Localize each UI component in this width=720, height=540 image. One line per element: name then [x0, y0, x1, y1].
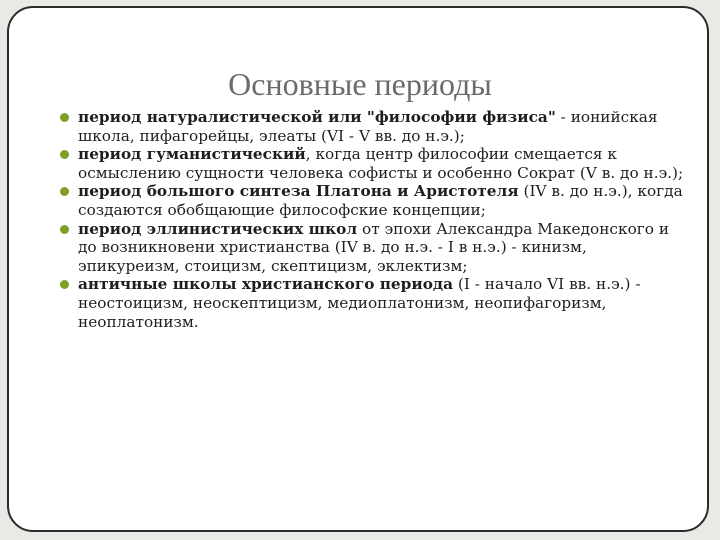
bullet-item-4	[78, 220, 688, 276]
slide-title: Основные периоды	[228, 66, 492, 102]
bullet-heading: период эллинистических школ	[78, 219, 358, 238]
bullet-heading: период гуманистический	[78, 145, 306, 164]
bullet-text: (IV в. до н.э.), когда создаются обобщающие философские концепции;	[78, 182, 683, 219]
bullet-item-2	[78, 145, 688, 182]
bullet-text: , когда центр философии смещается к осмыслению сущности человека софисты и особенно Сократ (V в. до н.э.);	[78, 145, 684, 182]
bullet-heading: период натуралистической или "философии физиса"	[78, 108, 556, 126]
bullet-item-1	[78, 108, 688, 145]
bullet-list	[78, 108, 688, 331]
bullet-dot-icon	[60, 225, 69, 234]
bullet-heading: период большого синтеза Платона и Аристотеля	[78, 182, 519, 201]
bullet-text: от эпохи Александра Македонского и до возникновени христианства (IV в. до н.э. - I в н.э.) - кинизм, эпикуреизм, стоицизм, скептицизм, эклектизм;	[78, 219, 670, 275]
bullet-text: - ионийская школа, пифагорейцы, элеаты (VI - V вв. до н.э.);	[78, 108, 658, 145]
bullet-item-3	[78, 182, 688, 219]
bullet-text: (I - начало VI вв. н.э.) - неостоицизм, неоскептицизм, медиоплатонизм, неопифагоризм, неоплатонизм.	[78, 275, 641, 331]
bullet-item-5	[78, 275, 688, 331]
bullet-dot-icon	[60, 113, 69, 122]
bullet-heading: античные школы христианского периода	[78, 275, 454, 294]
